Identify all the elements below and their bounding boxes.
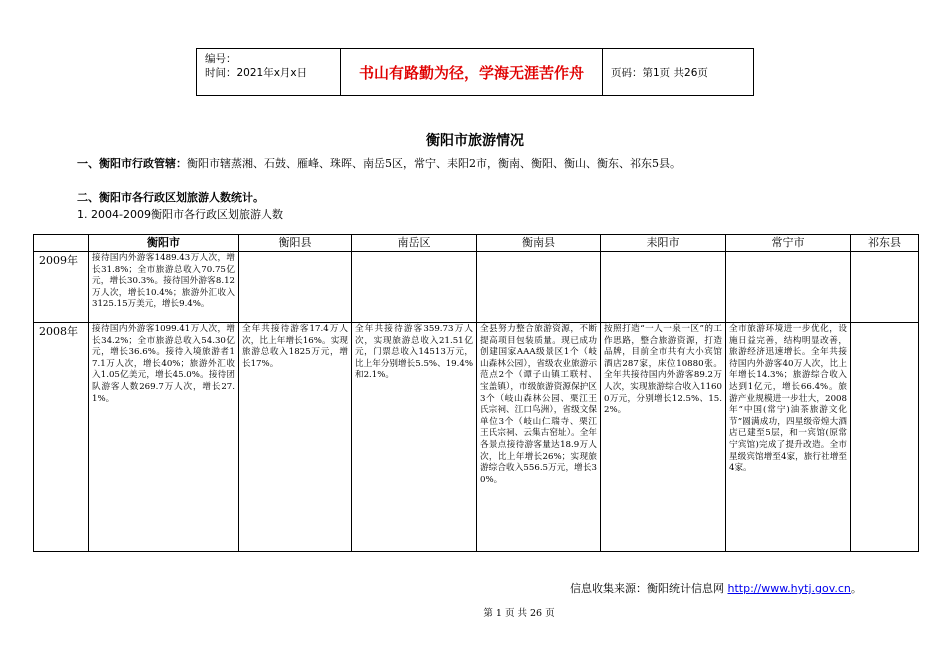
table-cell: 接待国内外游客1489.43万人次，增长31.8%；全市旅游总收入70.75亿元，增长30.3%。接待国外游客8.12万人次，增长10.4%；旅游外汇收入3125.15万美元，增长9.4%。 [89, 252, 239, 323]
table-cell: 全年共接待游客17.4万人次，比上年增长16%。实现旅游总收入1825万元，增长17%。 [239, 323, 352, 552]
table-cell [726, 252, 851, 323]
table-row [34, 323, 919, 552]
column-header: 祁东县 [851, 235, 919, 252]
page-header [196, 48, 754, 96]
source-note [570, 580, 862, 596]
column-header: 常宁市 [726, 235, 851, 252]
table-cell: 按照打造“一人一泉一区”的工作思路，整合旅游资源，打造品牌，目前全市共有大小宾馆酒店287家，床位10880张。全年共接待国内外游客89.2万人次，实现旅游综合收入11600万元，分别增长12.5%、15.2%。 [601, 323, 726, 552]
column-header-year [34, 235, 89, 252]
column-header: 衡南县 [477, 235, 601, 252]
page-footer: 第 1 页 共 26 页 [483, 608, 555, 619]
source-label: 信息收集来源：衡阳统计信息网 [570, 582, 724, 595]
header-slogan: 书山有路勤为径，学海无涯苦作舟 [341, 49, 603, 95]
column-header: 南岳区 [352, 235, 477, 252]
table-cell: 全县努力整合旅游资源，不断提高项目包装质量。现已成功创建国家AAA级景区1个（岐山森林公园），省级农业旅游示范点2个（谭子山镇工联村、宝盖镇），市级旅游资源保护区3个（岐山森林公园、栗江王氏宗祠、江口鸟洲），省级文保单位3个（岐山仁瑞寺、栗江王氏宗祠、云集古窑址）。全年各景点接待游客量达18.9万人次，比上年增长26%；实现旅游综合收入556.5万元，增长30%。 [477, 323, 601, 552]
source-suffix: 。 [850, 582, 862, 595]
table-cell [851, 252, 919, 323]
table-cell: 全年共接待游客359.73万人次，实现旅游总收入21.51亿元，门票总收入14513万元，比上年分别增长5.5%、19.4%和2.1%。 [352, 323, 477, 552]
section-1-paragraph [77, 157, 681, 171]
table-cell: 全市旅游环境进一步优化，设施日益完善，结构明显改善，旅游经济迅速增长。全年共接待国内外游客40万人次，比上年增长14.3%；旅游综合收入达到1亿元，增长66.4%。旅游产业规模进一步壮大，2008年“中国(常宁)油茶旅游文化节”圆满成功，四星级帝煌大酒店已建至5层，和一宾馆(原常宁宾馆)完成了提升改造。全市星级宾馆增至4家，旅行社增至4家。 [726, 323, 851, 552]
table-cell [477, 252, 601, 323]
table-cell [239, 252, 352, 323]
column-header: 耒阳市 [601, 235, 726, 252]
document-title: 衡阳市旅游情况 [426, 133, 524, 149]
document-number-label: 编号： [205, 53, 237, 65]
table-cell [851, 323, 919, 552]
table-header-row [34, 235, 919, 252]
document-date-label: 时间：2021年x月x日 [205, 67, 308, 79]
header-page-label: 页码：第1页 共26页 [611, 66, 708, 79]
column-header: 衡阳市 [89, 235, 239, 252]
table-cell [601, 252, 726, 323]
table-cell [352, 252, 477, 323]
source-link[interactable]: http://www.hytj.gov.cn [727, 582, 851, 595]
section-2-subheading: 1. 2004-2009衡阳市各行政区划旅游人数 [77, 208, 283, 221]
section-2-heading: 二、衡阳市各行政区划旅游人数统计。 [77, 191, 264, 204]
tourism-stats-table [33, 234, 919, 552]
table-cell: 接待国内外游客1099.41万人次，增长34.2%；全市旅游总收入54.30亿元，增长36.6%。接待入境旅游者17.1万人次，增长40%；旅游外汇收入1.05亿美元，增长45.0%。接待团队游客人数269.7万人次，增长27.1%。 [89, 323, 239, 552]
row-year: 2008年 [34, 323, 89, 552]
header-meta [197, 49, 341, 95]
table-row [34, 252, 919, 323]
row-year: 2009年 [34, 252, 89, 323]
column-header: 衡阳县 [239, 235, 352, 252]
section-1-text: 衡阳市辖蒸湘、石鼓、雁峰、珠晖、南岳5区，常宁、耒阳2市，衡南、衡阳、衡山、衡东、祁东5县。 [187, 157, 681, 170]
section-1-heading: 一、衡阳市行政管辖： [77, 157, 187, 170]
